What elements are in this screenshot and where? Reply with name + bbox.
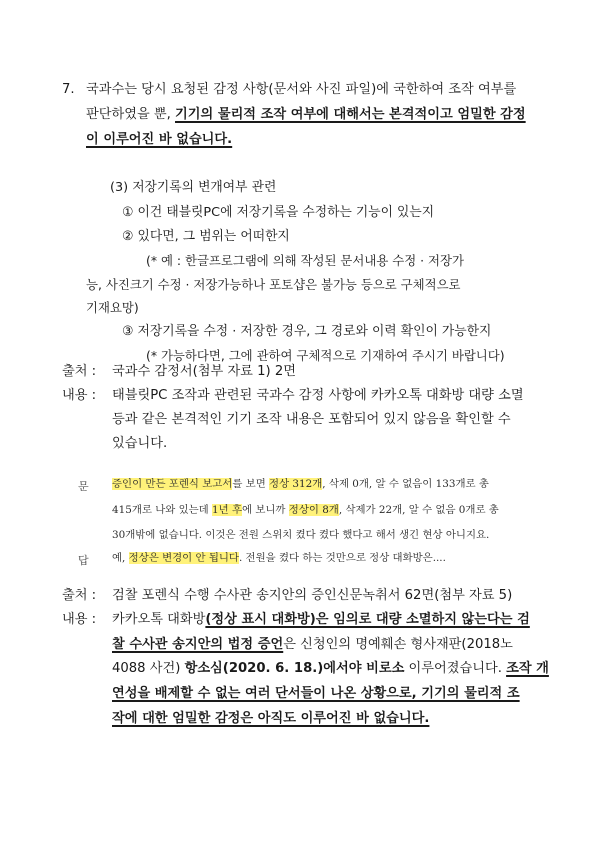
question-line-3: 30개밖에 없습니다. 이것은 전원 스위치 켰다 켰다 했다고 해서 생긴 현상 아니지요. bbox=[112, 529, 490, 541]
question-label: 문 bbox=[78, 480, 89, 493]
answer-line-1-text-a: 예, bbox=[112, 552, 129, 564]
highlight-one-year-later: 1년 후 bbox=[212, 504, 243, 516]
question-line-1-text-a: 를 보면 bbox=[232, 478, 270, 490]
item-7-line-3: 이 이루어진 바 없습니다. bbox=[86, 132, 233, 147]
content-2-line-5: 작에 대한 엄밀한 감정은 아직도 이루어진 바 없습니다. bbox=[112, 711, 430, 726]
item-7-number: 7. bbox=[62, 82, 75, 97]
content-2-line-3-emphasis: 조작 개 bbox=[506, 661, 549, 676]
content-2-line-2-emphasis: 찰 수사관 송지안의 법정 증언 bbox=[112, 637, 284, 652]
question-3: ③ 저장기록을 수정 · 저장한 경우, 그 경로와 이력 확인이 가능한지 bbox=[122, 324, 492, 339]
content-2-line-1-emphasis: (정상 표시 대화방)은 임의로 대량 소멸하지 않는다는 검 bbox=[205, 612, 530, 627]
question-1: ① 이건 태블릿PC에 저장기록을 수정하는 기능이 있는지 bbox=[122, 205, 435, 220]
source-2-text: 검찰 포렌식 수행 수사관 송지안의 증인신문녹취서 62면(첨부 자료 5) bbox=[112, 588, 513, 603]
content-2-line-1-plain: 카카오톡 대화방 bbox=[112, 612, 206, 627]
answer-label: 답 bbox=[78, 554, 89, 567]
source-1-label: 출처 : bbox=[62, 364, 97, 379]
note-1-line-3: 기재요망) bbox=[86, 300, 139, 315]
question-2: ② 있다면, 그 범위는 어떠한지 bbox=[122, 229, 290, 244]
item-7-line-2 bbox=[86, 107, 526, 123]
content-2-line-4: 연성을 배제할 수 없는 여러 단서들이 나온 상황으로, 기기의 물리적 조 bbox=[112, 686, 520, 701]
note-2: (* 가능하다면, 그에 관하여 구체적으로 기재하여 주시기 바랍니다) bbox=[146, 348, 505, 363]
content-1-label: 내용 : bbox=[62, 388, 97, 403]
content-2-line-2 bbox=[112, 637, 513, 653]
content-2-line-3-plain-b: 이루어졌습니다. bbox=[404, 661, 507, 676]
question-line-2 bbox=[112, 502, 499, 518]
content-2-line-2-plain: 은 신청인의 명예훼손 형사재판(2018노 bbox=[283, 637, 513, 652]
note-1-line-2: 능, 사진크기 수정 · 저장가능하나 포토샵은 불가능 등으로 구체적으로 bbox=[86, 277, 461, 292]
question-line-1 bbox=[112, 476, 489, 492]
highlight-no-change: 정상은 변경이 안 됩니다 bbox=[128, 552, 239, 564]
content-2-line-1 bbox=[112, 612, 530, 628]
content-2-line-3-plain-a: 4088 사건) bbox=[112, 661, 185, 676]
content-2-line-3-bold: 항소심(2020. 6. 18.)에서야 비로소 bbox=[184, 661, 405, 676]
content-2-line-3 bbox=[112, 661, 549, 677]
highlight-normal-8: 정상이 8개 bbox=[288, 504, 339, 516]
content-1-line-3: 있습니다. bbox=[112, 436, 168, 451]
highlight-normal-312: 정상 312개 bbox=[269, 478, 323, 490]
source-1-text: 국과수 감정서(첨부 자료 1) 2면 bbox=[112, 364, 296, 379]
note-1-line-1: (* 예 : 한글프로그램에 의해 작성된 문서내용 수정 · 저장가 bbox=[146, 253, 464, 268]
question-line-1-text-b: , 삭제 0개, 알 수 없음이 133개로 총 bbox=[322, 478, 489, 490]
content-2-label: 내용 : bbox=[62, 612, 97, 627]
answer-line-1 bbox=[112, 550, 446, 566]
question-line-2-text-a: 415개로 나와 있는데 bbox=[112, 504, 213, 516]
item-7-line-1: 국과수는 당시 요청된 감정 사항(문서와 사진 파일)에 국한하여 조작 여부를 bbox=[86, 82, 517, 97]
question-line-2-text-c: , 삭제가 22개, 알 수 없음 0개로 총 bbox=[338, 504, 499, 516]
content-1-line-2: 등과 같은 본격적인 기기 조작 내용은 포함되어 있지 않음을 확인할 수 bbox=[112, 412, 511, 427]
item-7-line-2-emphasis: 기기의 물리적 조작 여부에 대해서는 본격적이고 엄밀한 감정 bbox=[175, 107, 526, 122]
answer-line-1-text-b: . 전원을 켰다 하는 것만으로 정상 대화방은.... bbox=[238, 552, 446, 564]
highlight-forensic-report: 증인이 만든 포렌식 보고서 bbox=[112, 478, 233, 490]
content-1-line-1: 태블릿PC 조작과 관련된 국과수 감정 사항에 카카오톡 대화방 대량 소멸 bbox=[112, 388, 524, 403]
item-7-line-2-plain: 판단하였을 뿐, bbox=[86, 107, 176, 122]
section-3-heading: (3) 저장기록의 변개여부 관련 bbox=[110, 180, 277, 195]
question-line-2-text-b: 에 보니까 bbox=[242, 504, 289, 516]
source-2-label: 출처 : bbox=[62, 588, 97, 603]
